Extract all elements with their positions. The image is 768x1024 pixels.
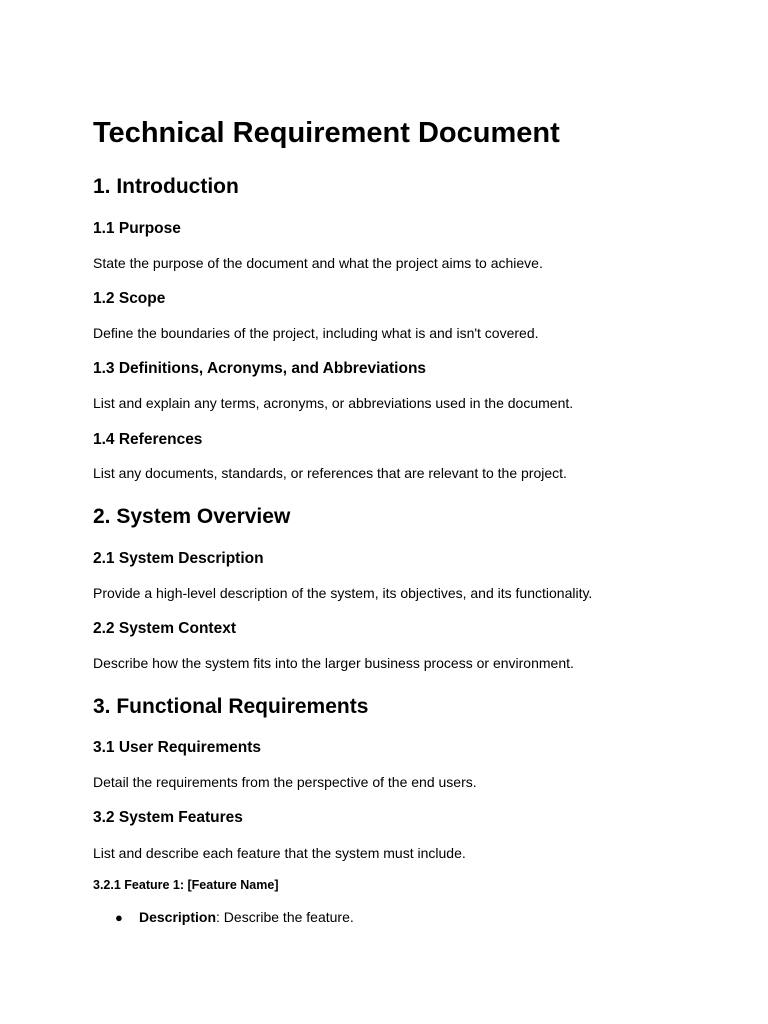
subsection-text-references: List any documents, standards, or references that are relevant to the project. [93, 465, 567, 481]
feature-heading: 3.2.1 Feature 1: [Feature Name] [93, 878, 279, 892]
subsection-heading-system-features: 3.2 System Features [93, 809, 243, 826]
subsection-text-system-description: Provide a high-level description of the system, its objectives, and its functionality. [93, 585, 593, 601]
section-heading-functional-requirements: 3. Functional Requirements [93, 695, 369, 718]
subsection-text-purpose: State the purpose of the document and what the project aims to achieve. [93, 255, 543, 271]
subsection-text-scope: Define the boundaries of the project, including what is and isn't covered. [93, 325, 539, 341]
bullet-icon: ● [115, 910, 123, 925]
subsection-heading-scope: 1.2 Scope [93, 290, 166, 307]
document-title: Technical Requirement Document [93, 117, 560, 149]
section-heading-introduction: 1. Introduction [93, 175, 239, 198]
subsection-heading-user-requirements: 3.1 User Requirements [93, 739, 261, 756]
bullet-term: Description [139, 909, 217, 925]
subsection-heading-system-description: 2.1 System Description [93, 550, 264, 567]
subsection-heading-purpose: 1.1 Purpose [93, 220, 181, 237]
subsection-text-user-requirements: Detail the requirements from the perspective of the end users. [93, 774, 477, 790]
bullet-text: : Describe the feature. [216, 909, 354, 925]
subsection-heading-definitions: 1.3 Definitions, Acronyms, and Abbreviations [93, 360, 427, 377]
subsection-text-system-features: List and describe each feature that the system must include. [93, 845, 466, 861]
subsection-heading-references: 1.4 References [93, 431, 203, 448]
subsection-text-definitions: List and explain any terms, acronyms, or abbreviations used in the document. [93, 395, 574, 411]
list-item [115, 908, 354, 927]
subsection-heading-system-context: 2.2 System Context [93, 620, 236, 637]
subsection-text-system-context: Describe how the system fits into the larger business process or environment. [93, 655, 574, 671]
section-heading-system-overview: 2. System Overview [93, 505, 291, 528]
